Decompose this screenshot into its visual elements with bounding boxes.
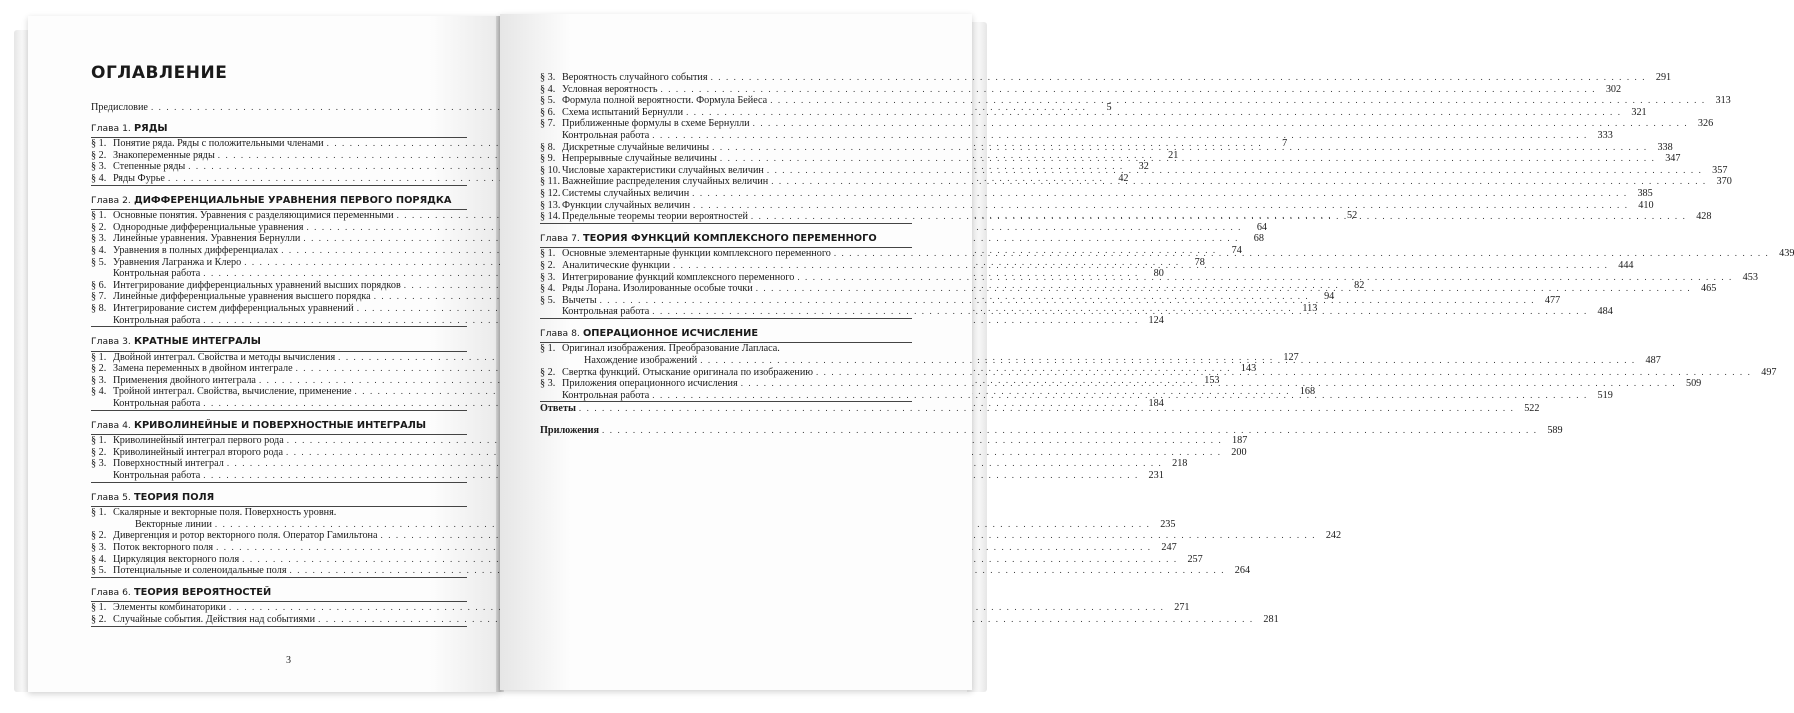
toc-entry xyxy=(540,199,1654,212)
toc-entry-title: Основные элементарные функции комплексного переменного xyxy=(562,248,831,260)
chapter-heading xyxy=(91,492,467,504)
toc-entry-page: 218 xyxy=(1172,458,1188,470)
toc-entry-page: 78 xyxy=(1194,256,1205,268)
toc-entry-title: Свертка функций. Отыскание оригинала по изображению xyxy=(562,366,813,378)
toc-entry xyxy=(540,129,1613,142)
divider xyxy=(91,185,467,186)
toc-entry-title: Контрольная работа xyxy=(562,306,650,318)
toc-entry-page: 333 xyxy=(1597,129,1613,141)
toc-entry xyxy=(91,553,1203,566)
toc-entry-title: Линейные дифференциальные уравнения высшего порядка xyxy=(113,291,371,303)
toc-entry-number: § 1. xyxy=(540,248,556,260)
toc-entry-number: § 2. xyxy=(91,613,107,625)
toc-entry-number: § 2. xyxy=(91,530,107,542)
toc-entry-title: Скалярные и векторные поля. Поверхность уровня. xyxy=(113,507,337,519)
chapter-name: РЯДЫ xyxy=(133,122,168,134)
toc-entry-number: § 5. xyxy=(91,256,107,268)
toc-entry-number: § 8. xyxy=(91,302,107,314)
toc-entry-page: 94 xyxy=(1324,291,1335,303)
toc-entry-title: Системы случайных величин xyxy=(562,187,690,199)
toc-entry-title: Тройной интеграл. Свойства, вычисление, применение xyxy=(113,386,352,398)
toc-entry-number: § 7. xyxy=(91,291,107,303)
toc-entry-number: § 1. xyxy=(91,435,107,447)
toc-entry-number: § 1. xyxy=(91,351,107,363)
toc-entry-title: Приложения операционного исчисления xyxy=(562,378,738,390)
toc-entry-title: Дивергенция и ротор векторного поля. Оператор Гамильтона xyxy=(113,530,378,542)
toc-chapter xyxy=(91,586,1279,627)
toc-entry xyxy=(91,221,1268,234)
toc-entry-page: 32 xyxy=(1138,161,1149,173)
chapter-name: КРАТНЫЕ ИНТЕГРАЛЫ xyxy=(133,336,261,348)
toc-entry xyxy=(540,343,912,355)
toc-preface-page: 5 xyxy=(1106,102,1112,113)
toc-entry-title: Поверхностный интеграл xyxy=(113,458,224,470)
toc-entry-page: 465 xyxy=(1701,283,1717,295)
toc-entry-page: 168 xyxy=(1299,386,1316,398)
toc-entry-page: 264 xyxy=(1234,565,1251,577)
toc-entry-page: 21 xyxy=(1168,149,1179,161)
toc-appendix xyxy=(540,425,1563,437)
chapter-heading xyxy=(91,336,467,348)
toc-entry-number: § 2. xyxy=(91,149,107,161)
toc-entry-title: Циркуляция векторного поля xyxy=(113,553,240,565)
toc-entry-page: 113 xyxy=(1302,302,1318,314)
chapter-label: Глава 5. xyxy=(91,491,131,503)
toc-entry xyxy=(91,613,1279,626)
toc-entry-title: Интегрирование дифференциальных уравнений высших порядков xyxy=(113,279,401,291)
divider xyxy=(91,410,467,411)
toc-entry-number: § 1. xyxy=(540,343,556,355)
toc-entry-title: Формула полной вероятности. Формула Бейеса xyxy=(562,95,768,107)
toc-entry-number: § 3. xyxy=(540,378,556,390)
toc-entry-title: Контрольная работа xyxy=(113,268,201,280)
toc-entry-page: 291 xyxy=(1655,72,1672,83)
toc-entry-title: Ряды Фурье xyxy=(113,172,165,184)
chapter-name: КРИВОЛИНЕЙНЫЕ И ПОВЕРХНОСТНЫЕ ИНТЕГРАЛЫ xyxy=(133,419,426,431)
toc-entry xyxy=(91,518,1176,531)
toc-entry-page: 231 xyxy=(1148,470,1164,482)
chapter-heading xyxy=(91,195,467,207)
chapter-label: Глава 8. xyxy=(540,327,580,339)
toc-entry-page: 519 xyxy=(1597,389,1613,401)
toc-entry-number: § 6. xyxy=(540,106,556,118)
toc-entry-title: Знакопеременные ряды xyxy=(113,149,215,161)
toc-entry-title: Криволинейный интеграл первого рода xyxy=(113,435,284,447)
chapter-label: Глава 3. xyxy=(91,336,131,348)
chapter-heading xyxy=(91,123,467,135)
toc-entry-number: § 7. xyxy=(540,118,556,130)
toc-entry-page: 52 xyxy=(1346,210,1358,222)
toc-entry-page: 64 xyxy=(1256,221,1268,233)
toc-entry-title: Вероятность случайного события xyxy=(562,72,708,83)
toc-entry xyxy=(91,446,1247,459)
toc-entry-number: § 1. xyxy=(91,138,107,150)
toc-entry-title: Предельные теоремы теории вероятностей xyxy=(562,211,748,223)
toc-entry-title: Случайные события. Действия над событиями xyxy=(113,613,316,625)
toc-entry-page: 410 xyxy=(1638,199,1654,211)
divider xyxy=(91,482,467,483)
toc-entry-page: 235 xyxy=(1160,518,1176,530)
toc-entry-title: Нахождение изображений xyxy=(584,355,698,367)
toc-entry-page: 247 xyxy=(1161,542,1177,553)
toc-entry-title: Аналитические функции xyxy=(562,259,670,271)
toc-entry xyxy=(91,458,1188,470)
toc-entry-number: § 1. xyxy=(91,507,107,519)
chapter-heading xyxy=(540,328,912,340)
toc-entry-number: § 3. xyxy=(91,233,107,245)
toc-entry-page: 74 xyxy=(1231,244,1242,256)
toc-entry-title: Функции случайных величин xyxy=(562,199,691,211)
toc-entry-title: Дискретные случайные величины xyxy=(562,141,710,153)
toc-entry-number: § 14. xyxy=(540,211,561,223)
toc-entry-page: 357 xyxy=(1712,164,1728,176)
toc-entry xyxy=(540,106,1647,119)
toc-entry-number: § 2. xyxy=(540,259,556,271)
toc-entry-number: § 5. xyxy=(540,95,556,107)
toc-entry-page: 153 xyxy=(1204,374,1220,386)
chapter-name: ТЕОРИЯ ВЕРОЯТНОСТЕЙ xyxy=(133,586,272,598)
toc-entry-number: § 9. xyxy=(540,153,556,165)
toc-entry xyxy=(91,530,1342,542)
toc-preface-text: Предисловие xyxy=(91,102,148,113)
chapter-name: ТЕОРИЯ ПОЛЯ xyxy=(133,491,215,503)
toc-entry-page: 257 xyxy=(1187,553,1203,565)
toc-entry-number: § 4. xyxy=(91,172,107,184)
toc-entry xyxy=(91,602,1190,614)
toc-entry-number: § 4. xyxy=(91,553,107,565)
toc-entry-page: 281 xyxy=(1263,613,1279,625)
toc-entry-title: Потенциальные и соленоидальные поля xyxy=(113,565,287,577)
toc-entry-page: 271 xyxy=(1174,602,1190,614)
toc-entry-page: 347 xyxy=(1665,153,1681,165)
toc-chapter xyxy=(91,491,1342,578)
toc-appendix-text: Приложения xyxy=(540,425,600,437)
toc-entry-page: 80 xyxy=(1153,268,1164,280)
toc-entry-number: § 3. xyxy=(91,161,107,173)
toc-entry-title: Контрольная работа xyxy=(113,470,201,482)
toc-entry-title: Числовые характеристики случайных величин xyxy=(562,164,764,176)
toc-entry-title: Уравнения в полных дифференциалах xyxy=(113,244,279,256)
toc-entry-page: 484 xyxy=(1597,306,1613,318)
chapter-heading xyxy=(91,587,467,599)
chapter-label: Глава 6. xyxy=(91,586,131,598)
toc-entry-title: Двойной интеграл. Свойства и методы вычисления xyxy=(113,351,336,363)
toc-entry-title: Основные понятия. Уравнения с разделяющимися переменными xyxy=(113,210,394,222)
toc-entry-number: § 4. xyxy=(540,83,556,95)
toc-entry-number: § 2. xyxy=(91,221,107,233)
toc-entry-number: § 13. xyxy=(540,199,561,211)
toc-entry-title: Приближенные формулы в схеме Бернулли xyxy=(562,118,750,130)
toc-entry-number: § 1. xyxy=(91,210,107,222)
toc-entry-title: Замена переменных в двойном интеграле xyxy=(113,363,293,375)
toc-entry-page: 187 xyxy=(1232,435,1248,447)
toc-entry xyxy=(540,141,1673,154)
divider xyxy=(540,401,912,402)
toc-entry-title: Важнейшие распределения случайных величин xyxy=(562,176,769,188)
chapter-label: Глава 7. xyxy=(540,232,580,244)
chapter-name: ТЕОРИЯ ФУНКЦИЙ КОМПЛЕКСНОГО ПЕРЕМЕННОГО xyxy=(582,232,877,244)
chapter-heading xyxy=(91,420,467,432)
toc-entry-page: 313 xyxy=(1715,95,1731,107)
toc-entry-title: Вычеты xyxy=(562,294,597,306)
toc-entry-number: § 5. xyxy=(540,294,556,306)
toc-entry-number: § 4. xyxy=(91,244,107,256)
toc-entry-title: Контрольная работа xyxy=(113,314,201,326)
toc-entry-title: Применения двойного интеграла xyxy=(113,374,256,386)
toc-entry-page: 439 xyxy=(1779,248,1794,260)
toc-entry xyxy=(91,565,1251,577)
toc-entry-page: 326 xyxy=(1697,118,1714,130)
toc-entry-page: 7 xyxy=(1282,138,1288,150)
toc-entry-number: § 3. xyxy=(91,542,107,553)
toc-entry-number: § 8. xyxy=(540,141,556,153)
divider xyxy=(540,318,912,319)
toc-entry xyxy=(540,118,1714,130)
chapter-heading xyxy=(540,233,912,245)
toc-entry-title: Контрольная работа xyxy=(562,129,650,141)
divider xyxy=(91,577,467,578)
toc-entry-page: 487 xyxy=(1645,355,1661,367)
toc-entry-number: § 3. xyxy=(91,458,107,470)
toc-entry-page: 509 xyxy=(1685,378,1702,390)
toc-entry-title: Схема испытаний Бернулли xyxy=(562,106,684,118)
toc-entry-title: Элементы комбинаторики xyxy=(113,602,226,614)
toc-entry xyxy=(540,187,1653,200)
toc-entry-title: Оригинал изображения. Преобразование Лапласа. xyxy=(562,343,780,355)
toc-entry-title: Поток векторного поля xyxy=(113,542,214,553)
toc-entry xyxy=(540,95,1731,107)
toc-entry-page: 124 xyxy=(1148,314,1164,326)
toc-entry-number: § 2. xyxy=(91,446,107,458)
toc-entry-title: Векторные линии xyxy=(135,518,212,530)
toc-entry-number: § 3. xyxy=(540,271,556,283)
toc-entry-page: 428 xyxy=(1696,211,1712,223)
toc-entry xyxy=(91,542,1177,554)
toc-entry-number: § 4. xyxy=(540,283,556,295)
toc-entry xyxy=(91,314,1164,327)
toc-entry-number: § 10. xyxy=(540,164,561,176)
page-number: 3 xyxy=(286,655,291,666)
divider xyxy=(91,326,467,327)
toc-entry-page: 321 xyxy=(1631,106,1647,118)
toc-entry-page: 385 xyxy=(1637,187,1653,199)
toc-entry-number: § 4. xyxy=(91,386,107,398)
toc-entry-page: 497 xyxy=(1761,366,1777,378)
chapter-name: ОПЕРАЦИОННОЕ ИСЧИСЛЕНИЕ xyxy=(582,327,759,339)
toc-appendix-page: 589 xyxy=(1547,425,1563,437)
toc-entry-title: Понятие ряда. Ряды с положительными членами xyxy=(113,138,324,150)
divider xyxy=(91,626,467,627)
toc-entry xyxy=(540,83,1622,96)
toc-entry-page: 477 xyxy=(1544,294,1561,306)
chapter-label: Глава 2. xyxy=(91,194,131,206)
toc-entry-page: 338 xyxy=(1657,141,1673,153)
toc-entry-number: § 2. xyxy=(540,366,556,378)
toc-entry-title: Уравнения Лагранжа и Клеро xyxy=(113,256,242,268)
toc-entry-title: Линейные уравнения. Уравнения Бернулли xyxy=(113,233,301,245)
toc-entry-page: 302 xyxy=(1605,83,1622,95)
toc-entry-page: 370 xyxy=(1716,176,1732,188)
toc-entry-page: 127 xyxy=(1283,351,1299,363)
toc-entry-page: 143 xyxy=(1240,363,1257,375)
toc-entry xyxy=(91,435,1248,447)
toc-entry xyxy=(540,72,1672,84)
toc-title: ОГЛАВЛЕНИЕ xyxy=(91,63,228,83)
toc-entry-page: 184 xyxy=(1148,398,1164,410)
toc-entry-page: 42 xyxy=(1118,172,1129,184)
toc-entry-number: § 5. xyxy=(91,565,107,577)
divider xyxy=(540,223,912,224)
toc-entry-title: Интегрирование функций комплексного переменного xyxy=(562,271,795,283)
toc-entry-number: § 12. xyxy=(540,187,561,199)
toc-entry-number: § 2. xyxy=(91,363,107,375)
chapter-label: Глава 4. xyxy=(91,419,131,431)
chapter-label: Глава 1. xyxy=(91,122,131,134)
toc-entry-page: 242 xyxy=(1325,530,1342,542)
toc-entry-number: § 11. xyxy=(540,176,560,188)
toc-entry-title: Контрольная работа xyxy=(562,389,650,401)
toc-entry-page: 444 xyxy=(1618,259,1634,271)
toc-entry xyxy=(91,507,467,519)
toc-entry-title: Криволинейный интеграл второго рода xyxy=(113,446,284,458)
toc-entry-page: 453 xyxy=(1742,271,1758,283)
toc-entry-title: Степенные ряды xyxy=(113,161,186,173)
toc-entry-number: § 1. xyxy=(91,602,107,614)
toc-entry-number: § 6. xyxy=(91,279,107,291)
toc-answers-page: 522 xyxy=(1524,403,1540,415)
chapter-name: ДИФФЕРЕНЦИАЛЬНЫЕ УРАВНЕНИЯ ПЕРВОГО ПОРЯДКА xyxy=(133,194,452,206)
toc-entry-title: Условная вероятность xyxy=(562,83,658,95)
toc-entry-page: 200 xyxy=(1231,446,1247,458)
toc-entry-title: Ряды Лорана. Изолированные особые точки xyxy=(562,283,753,295)
toc-entry-title: Непрерывные случайные величины xyxy=(562,153,717,165)
toc-entry-number: § 3. xyxy=(540,72,556,83)
toc-entry-title: Однородные дифференциальные уравнения xyxy=(113,221,304,233)
toc-entry-title: Интегрирование систем дифференциальных уравнений xyxy=(113,302,354,314)
toc-entry-number: § 3. xyxy=(91,374,107,386)
toc-entry-page: 82 xyxy=(1354,279,1365,291)
toc-answers-text: Ответы xyxy=(540,403,576,415)
toc-entry xyxy=(91,470,1164,482)
toc-entry-page: 68 xyxy=(1253,233,1264,245)
toc-entry-title: Контрольная работа xyxy=(113,398,201,410)
